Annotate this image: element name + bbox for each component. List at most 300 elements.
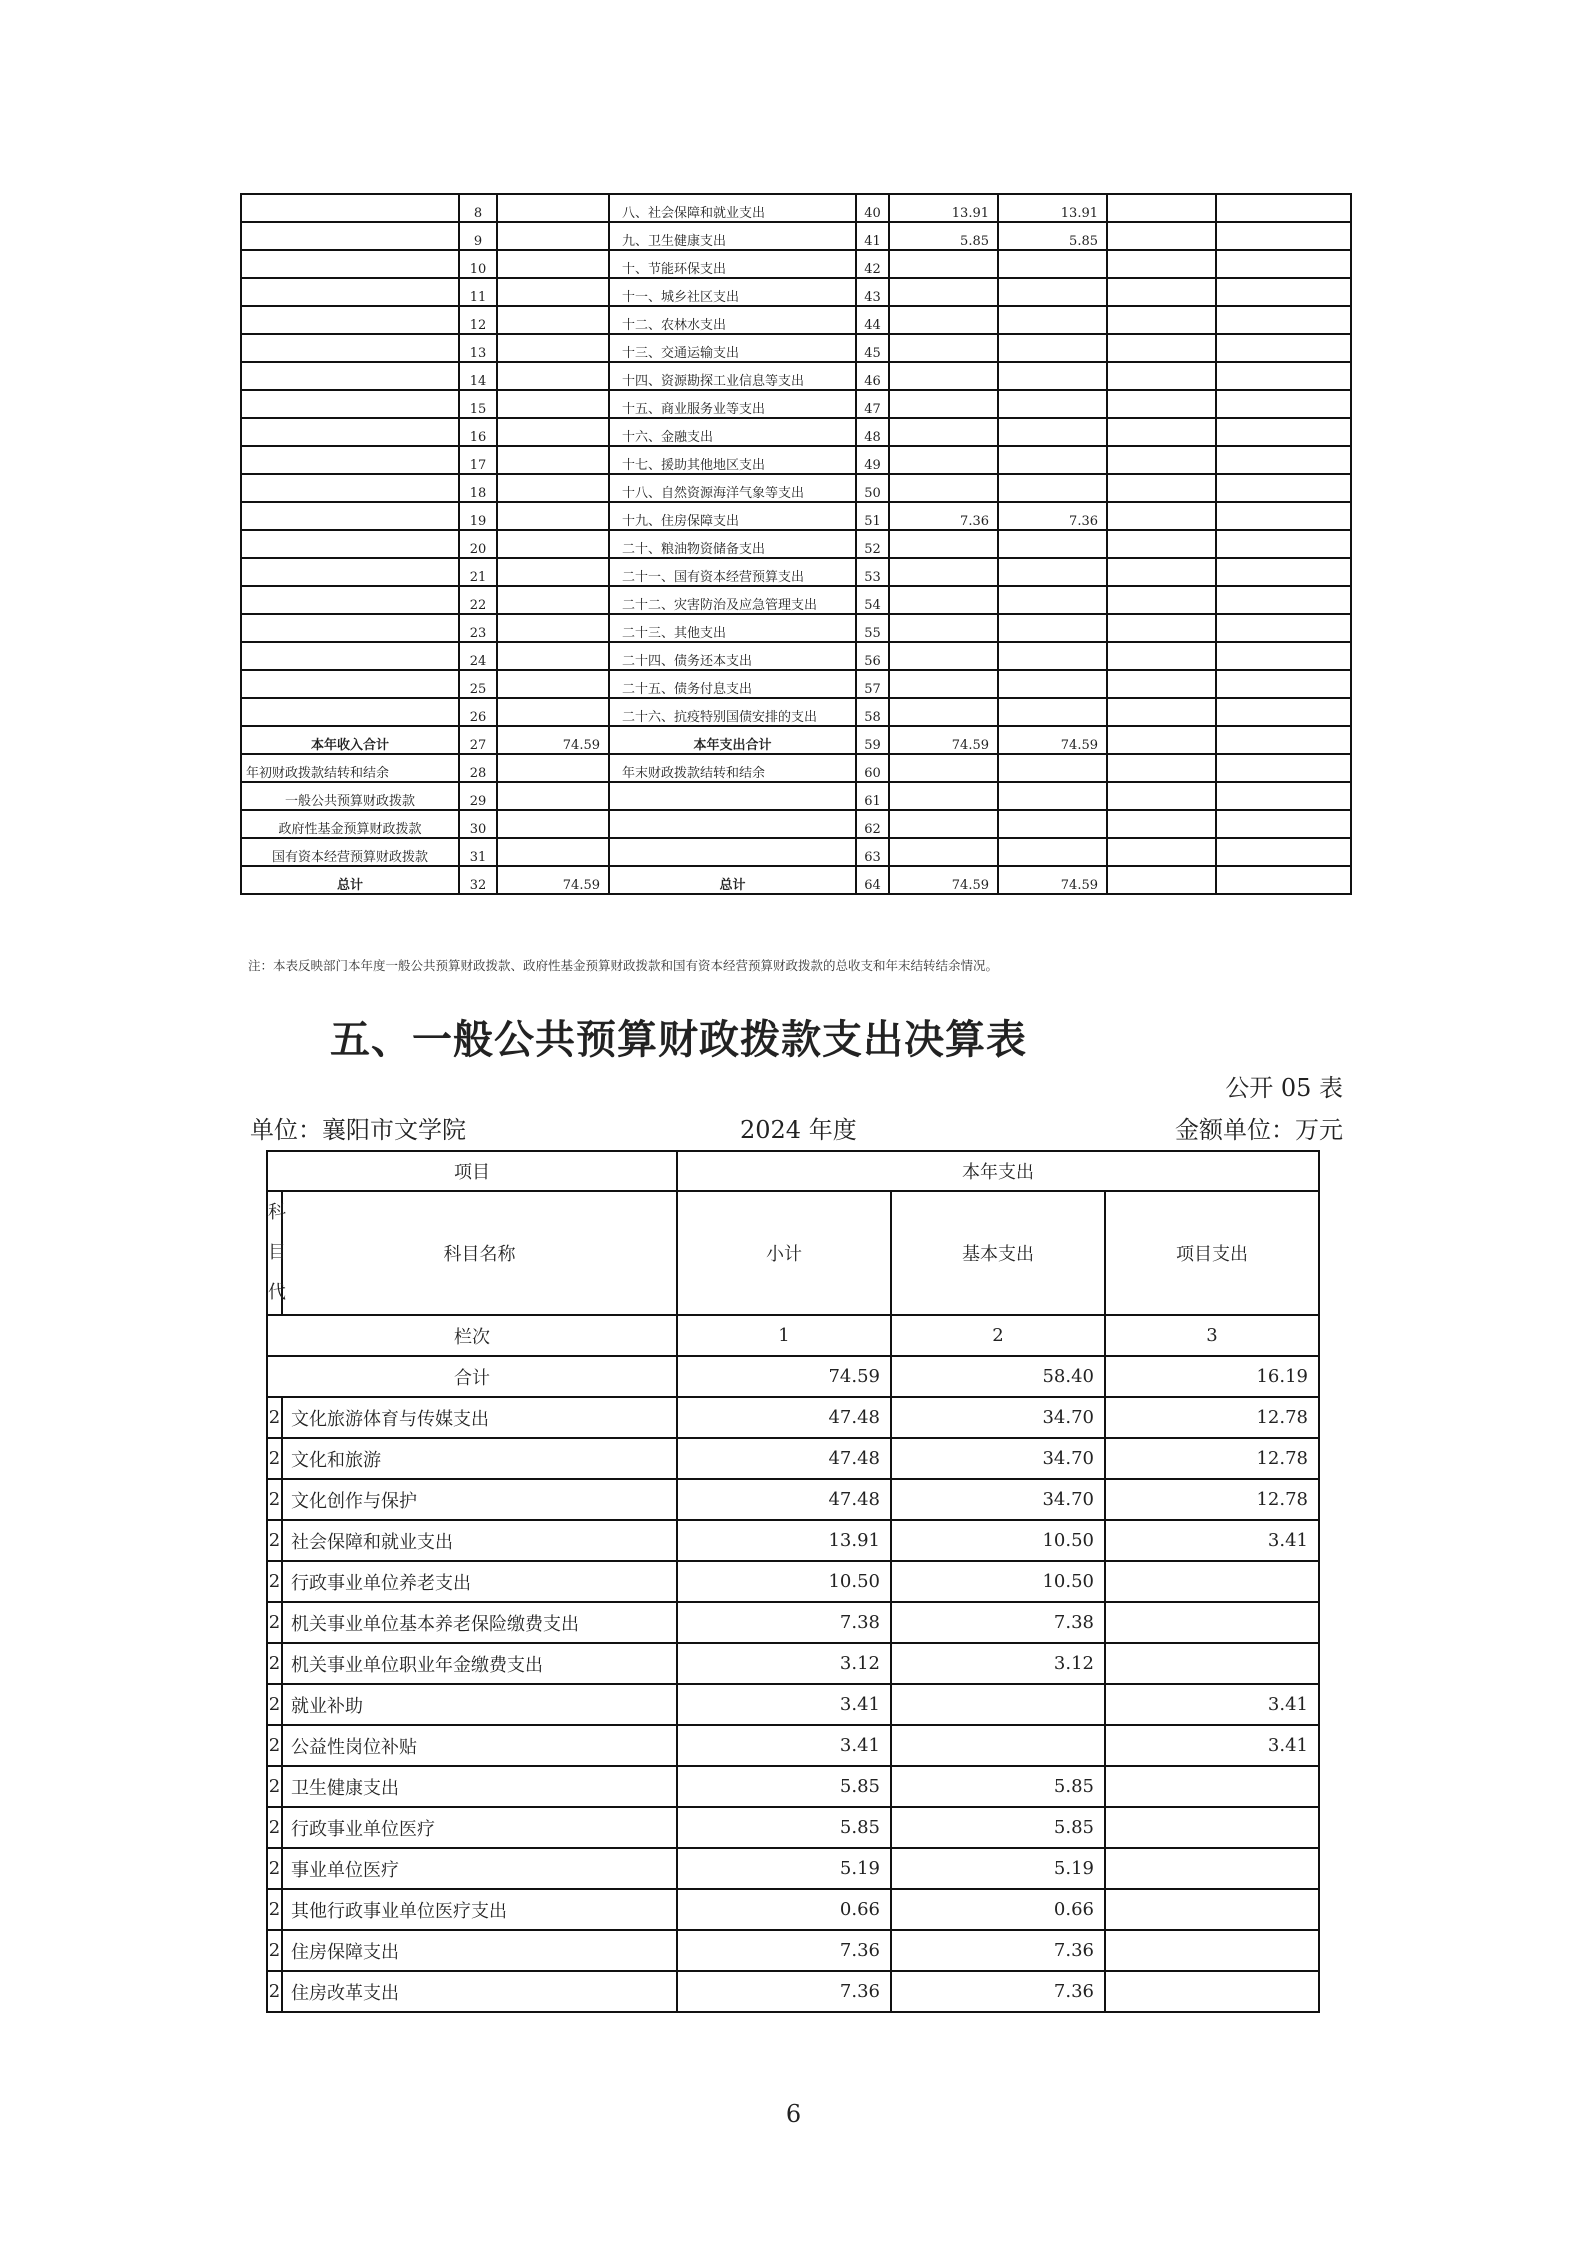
table-row [267, 1520, 1319, 1561]
left-label [241, 222, 459, 250]
left-amount [497, 838, 609, 866]
left-label: 总计 [241, 866, 459, 894]
line-number-right: 51 [856, 502, 889, 530]
subtotal: 7.38 [677, 1602, 891, 1643]
left-label [241, 642, 459, 670]
subtotal: 3.41 [677, 1684, 891, 1725]
amount-col-4 [1216, 418, 1351, 446]
left-amount [497, 222, 609, 250]
subtotal: 13.91 [677, 1520, 891, 1561]
line-number-right: 53 [856, 558, 889, 586]
left-amount [497, 502, 609, 530]
line-number-left: 15 [459, 390, 497, 418]
amount-col-4 [1216, 390, 1351, 418]
amount-col-4 [1216, 194, 1351, 222]
amount-col-4 [1216, 362, 1351, 390]
basic-expense [891, 1684, 1105, 1725]
project-expense: 3.41 [1105, 1725, 1319, 1766]
left-amount [497, 446, 609, 474]
amount-col-4 [1216, 558, 1351, 586]
form-number: 公开 05 表 [1225, 1074, 1343, 1102]
left-label [241, 306, 459, 334]
line-number-left: 28 [459, 754, 497, 782]
right-label: 总计 [609, 866, 856, 894]
table-row [241, 278, 1351, 306]
table-row [241, 362, 1351, 390]
amount-col-2: 5.85 [998, 222, 1107, 250]
amount-col-2: 74.59 [998, 726, 1107, 754]
left-label [241, 362, 459, 390]
line-number-left: 19 [459, 502, 497, 530]
line-number-left: 32 [459, 866, 497, 894]
subject-name: 就业补助 [282, 1684, 677, 1725]
left-label [241, 530, 459, 558]
table-row [241, 250, 1351, 278]
line-number-left: 13 [459, 334, 497, 362]
subject-code: 2 [267, 1479, 282, 1520]
amount-col-1: 13.91 [889, 194, 998, 222]
amount-col-3 [1107, 278, 1216, 306]
project-expense: 12.78 [1105, 1479, 1319, 1520]
total-row [267, 1356, 1319, 1397]
amount-col-3 [1107, 586, 1216, 614]
fiscal-year: 2024 年度 [740, 1116, 857, 1144]
subtotal: 10.50 [677, 1561, 891, 1602]
left-amount [497, 670, 609, 698]
header-row-2 [267, 1191, 1319, 1315]
amount-col-2 [998, 810, 1107, 838]
right-label: 年末财政拨款结转和结余 [609, 754, 856, 782]
right-label: 十二、农林水支出 [609, 306, 856, 334]
page-number: 6 [785, 2100, 802, 2128]
left-label [241, 586, 459, 614]
amount-col-3 [1107, 726, 1216, 754]
left-amount [497, 698, 609, 726]
line-number-left: 31 [459, 838, 497, 866]
line-number-left: 14 [459, 362, 497, 390]
column-number-1: 1 [677, 1315, 891, 1356]
amount-col-3 [1107, 782, 1216, 810]
subject-name: 事业单位医疗 [282, 1848, 677, 1889]
line-number-right: 49 [856, 446, 889, 474]
basic-expense: 7.36 [891, 1930, 1105, 1971]
left-amount [497, 418, 609, 446]
subject-name: 行政事业单位养老支出 [282, 1561, 677, 1602]
line-number-left: 12 [459, 306, 497, 334]
amount-col-1 [889, 810, 998, 838]
amount-col-1 [889, 642, 998, 670]
line-number-left: 22 [459, 586, 497, 614]
amount-col-2 [998, 418, 1107, 446]
line-number-left: 26 [459, 698, 497, 726]
table-row [241, 334, 1351, 362]
fiscal-appropriation-income-expense-table [240, 193, 1352, 895]
line-number-right: 42 [856, 250, 889, 278]
basic-expense: 5.85 [891, 1766, 1105, 1807]
table-row [241, 586, 1351, 614]
line-number-left: 17 [459, 446, 497, 474]
amount-col-1 [889, 614, 998, 642]
header-code-char: 代 [268, 1282, 286, 1303]
subtotal: 7.36 [677, 1971, 891, 2012]
amount-col-4 [1216, 810, 1351, 838]
table-row [241, 866, 1351, 894]
table-row [241, 390, 1351, 418]
table-row [241, 810, 1351, 838]
amount-col-2: 13.91 [998, 194, 1107, 222]
amount-col-2 [998, 558, 1107, 586]
amount-col-1 [889, 530, 998, 558]
amount-col-2 [998, 362, 1107, 390]
amount-col-3 [1107, 642, 1216, 670]
right-label: 十、节能环保支出 [609, 250, 856, 278]
line-number-left: 18 [459, 474, 497, 502]
subtotal: 0.66 [677, 1889, 891, 1930]
table-row [241, 670, 1351, 698]
left-label [241, 418, 459, 446]
amount-col-2 [998, 642, 1107, 670]
amount-col-2 [998, 474, 1107, 502]
subject-name: 卫生健康支出 [282, 1766, 677, 1807]
amount-col-3 [1107, 558, 1216, 586]
amount-col-3 [1107, 250, 1216, 278]
table-row [267, 1971, 1319, 2012]
header-subtotal: 小计 [677, 1191, 891, 1315]
line-number-right: 44 [856, 306, 889, 334]
left-amount [497, 474, 609, 502]
right-label: 十四、资源勘探工业信息等支出 [609, 362, 856, 390]
amount-col-1 [889, 334, 998, 362]
subject-name: 文化旅游体育与传媒支出 [282, 1397, 677, 1438]
project-expense [1105, 1602, 1319, 1643]
subject-code: 2 [267, 1807, 282, 1848]
line-number-right: 59 [856, 726, 889, 754]
table-row [241, 502, 1351, 530]
amount-col-1 [889, 558, 998, 586]
table-row [241, 474, 1351, 502]
line-number-right: 54 [856, 586, 889, 614]
left-label [241, 474, 459, 502]
basic-expense: 0.66 [891, 1889, 1105, 1930]
left-label [241, 614, 459, 642]
right-label: 八、社会保障和就业支出 [609, 194, 856, 222]
basic-expense: 7.36 [891, 1971, 1105, 2012]
line-number-right: 45 [856, 334, 889, 362]
project-expense: 3.41 [1105, 1520, 1319, 1561]
amount-col-4 [1216, 670, 1351, 698]
left-label [241, 194, 459, 222]
project-expense [1105, 1561, 1319, 1602]
line-number-left: 29 [459, 782, 497, 810]
subject-code: 2 [267, 1397, 282, 1438]
subtotal: 47.48 [677, 1438, 891, 1479]
amount-col-4 [1216, 474, 1351, 502]
right-label: 十五、商业服务业等支出 [609, 390, 856, 418]
left-label: 本年收入合计 [241, 726, 459, 754]
amount-col-2 [998, 698, 1107, 726]
amount-col-1 [889, 306, 998, 334]
left-label [241, 250, 459, 278]
total-project: 16.19 [1105, 1356, 1319, 1397]
amount-col-2 [998, 250, 1107, 278]
table-row [241, 558, 1351, 586]
amount-col-1 [889, 474, 998, 502]
total-basic: 58.40 [891, 1356, 1105, 1397]
table-row [267, 1602, 1319, 1643]
amount-col-4 [1216, 866, 1351, 894]
left-amount [497, 194, 609, 222]
table-row [267, 1725, 1319, 1766]
header-basic-expense: 基本支出 [891, 1191, 1105, 1315]
table-row [241, 418, 1351, 446]
left-label: 年初财政拨款结转和结余 [241, 754, 459, 782]
subject-code: 2 [267, 1848, 282, 1889]
subtotal: 5.85 [677, 1766, 891, 1807]
amount-col-3 [1107, 334, 1216, 362]
left-label [241, 670, 459, 698]
amount-col-1 [889, 670, 998, 698]
table-row [241, 782, 1351, 810]
header-code-char: 目 [268, 1242, 286, 1263]
amount-col-4 [1216, 698, 1351, 726]
amount-col-3 [1107, 754, 1216, 782]
column-number-3: 3 [1105, 1315, 1319, 1356]
line-number-left: 24 [459, 642, 497, 670]
subject-code: 2 [267, 1766, 282, 1807]
amount-col-1 [889, 278, 998, 306]
amount-col-1 [889, 446, 998, 474]
amount-col-1 [889, 782, 998, 810]
line-number-right: 63 [856, 838, 889, 866]
line-number-left: 8 [459, 194, 497, 222]
subtotal: 47.48 [677, 1479, 891, 1520]
amount-col-2 [998, 278, 1107, 306]
amount-col-2 [998, 670, 1107, 698]
left-label: 政府性基金预算财政拨款 [241, 810, 459, 838]
amount-col-4 [1216, 250, 1351, 278]
basic-expense: 34.70 [891, 1397, 1105, 1438]
right-label: 十三、交通运输支出 [609, 334, 856, 362]
subject-code: 2 [267, 1725, 282, 1766]
amount-col-1 [889, 362, 998, 390]
table-row [241, 194, 1351, 222]
line-number-right: 48 [856, 418, 889, 446]
line-number-left: 21 [459, 558, 497, 586]
table-row [267, 1930, 1319, 1971]
subject-name: 社会保障和就业支出 [282, 1520, 677, 1561]
subject-name: 行政事业单位医疗 [282, 1807, 677, 1848]
basic-expense: 10.50 [891, 1520, 1105, 1561]
subject-name: 机关事业单位基本养老保险缴费支出 [282, 1602, 677, 1643]
amount-col-1 [889, 838, 998, 866]
right-label: 本年支出合计 [609, 726, 856, 754]
line-number-right: 58 [856, 698, 889, 726]
subject-code: 2 [267, 1889, 282, 1930]
subtotal: 5.19 [677, 1848, 891, 1889]
line-number-right: 52 [856, 530, 889, 558]
subtotal: 5.85 [677, 1807, 891, 1848]
amount-col-4 [1216, 306, 1351, 334]
amount-col-1 [889, 754, 998, 782]
amount-col-3 [1107, 390, 1216, 418]
table-row [241, 698, 1351, 726]
table-row [241, 614, 1351, 642]
amount-col-2 [998, 306, 1107, 334]
line-number-right: 47 [856, 390, 889, 418]
amount-col-4 [1216, 754, 1351, 782]
line-number-right: 64 [856, 866, 889, 894]
amount-col-2: 7.36 [998, 502, 1107, 530]
amount-col-2 [998, 530, 1107, 558]
project-expense: 12.78 [1105, 1438, 1319, 1479]
total-subtotal: 74.59 [677, 1356, 891, 1397]
left-amount [497, 278, 609, 306]
line-number-left: 16 [459, 418, 497, 446]
left-label: 国有资本经营预算财政拨款 [241, 838, 459, 866]
amount-col-3 [1107, 362, 1216, 390]
amount-col-3 [1107, 194, 1216, 222]
right-label [609, 838, 856, 866]
amount-col-3 [1107, 698, 1216, 726]
subject-name: 其他行政事业单位医疗支出 [282, 1889, 677, 1930]
basic-expense: 5.19 [891, 1848, 1105, 1889]
amount-col-4 [1216, 586, 1351, 614]
basic-expense: 7.38 [891, 1602, 1105, 1643]
subject-name: 住房保障支出 [282, 1930, 677, 1971]
general-budget-expenditure-table [266, 1150, 1320, 2013]
total-label: 合计 [267, 1356, 677, 1397]
header-subject-code [267, 1191, 286, 1315]
amount-col-2: 74.59 [998, 866, 1107, 894]
left-amount [497, 334, 609, 362]
line-number-left: 30 [459, 810, 497, 838]
table-row [241, 726, 1351, 754]
table-row [267, 1848, 1319, 1889]
line-number-left: 25 [459, 670, 497, 698]
amount-col-3 [1107, 474, 1216, 502]
column-number-label: 栏次 [267, 1315, 677, 1356]
right-label: 十六、金融支出 [609, 418, 856, 446]
project-expense [1105, 1930, 1319, 1971]
header-item: 项目 [267, 1151, 677, 1191]
amount-col-4 [1216, 502, 1351, 530]
amount-col-3 [1107, 306, 1216, 334]
subtotal: 47.48 [677, 1397, 891, 1438]
right-label: 十一、城乡社区支出 [609, 278, 856, 306]
table-row [267, 1684, 1319, 1725]
line-number-right: 56 [856, 642, 889, 670]
header-subject-name: 科目名称 [282, 1191, 677, 1315]
subject-name: 公益性岗位补贴 [282, 1725, 677, 1766]
right-label: 二十三、其他支出 [609, 614, 856, 642]
table-row [241, 838, 1351, 866]
amount-col-3 [1107, 670, 1216, 698]
right-label: 二十六、抗疫特别国债安排的支出 [609, 698, 856, 726]
left-label [241, 278, 459, 306]
right-label: 十九、住房保障支出 [609, 502, 856, 530]
amount-col-3 [1107, 838, 1216, 866]
left-amount: 74.59 [497, 726, 609, 754]
project-expense [1105, 1848, 1319, 1889]
amount-col-1 [889, 390, 998, 418]
basic-expense: 3.12 [891, 1643, 1105, 1684]
subject-code: 2 [267, 1930, 282, 1971]
left-amount [497, 530, 609, 558]
amount-col-3 [1107, 502, 1216, 530]
amount-col-4 [1216, 334, 1351, 362]
line-number-right: 43 [856, 278, 889, 306]
table-row [267, 1561, 1319, 1602]
table-row [241, 306, 1351, 334]
line-number-right: 40 [856, 194, 889, 222]
right-label: 十七、援助其他地区支出 [609, 446, 856, 474]
right-label: 二十二、灾害防治及应急管理支出 [609, 586, 856, 614]
project-expense [1105, 1807, 1319, 1848]
left-label: 一般公共预算财政拨款 [241, 782, 459, 810]
subject-code: 2 [267, 1643, 282, 1684]
reporting-unit: 单位：襄阳市文学院 [250, 1116, 466, 1144]
left-label [241, 334, 459, 362]
left-label [241, 698, 459, 726]
amount-col-3 [1107, 866, 1216, 894]
amount-col-2 [998, 390, 1107, 418]
table-row [267, 1807, 1319, 1848]
table-row [241, 446, 1351, 474]
table-row [267, 1643, 1319, 1684]
basic-expense [891, 1725, 1105, 1766]
line-number-left: 11 [459, 278, 497, 306]
basic-expense: 5.85 [891, 1807, 1105, 1848]
table-row [267, 1397, 1319, 1438]
subject-code: 2 [267, 1684, 282, 1725]
project-expense [1105, 1766, 1319, 1807]
left-amount [497, 614, 609, 642]
amount-col-4 [1216, 642, 1351, 670]
left-amount [497, 558, 609, 586]
amount-col-2 [998, 838, 1107, 866]
amount-col-2 [998, 782, 1107, 810]
amount-col-1 [889, 418, 998, 446]
amount-col-1: 74.59 [889, 726, 998, 754]
subtotal: 3.41 [677, 1725, 891, 1766]
amount-col-4 [1216, 782, 1351, 810]
basic-expense: 10.50 [891, 1561, 1105, 1602]
amount-col-1: 74.59 [889, 866, 998, 894]
line-number-right: 55 [856, 614, 889, 642]
left-amount [497, 362, 609, 390]
table-row [241, 222, 1351, 250]
amount-col-1: 7.36 [889, 502, 998, 530]
header-code-char: 科 [268, 1202, 286, 1223]
left-amount [497, 586, 609, 614]
subject-name: 住房改革支出 [282, 1971, 677, 2012]
left-label [241, 502, 459, 530]
right-label: 二十四、债务还本支出 [609, 642, 856, 670]
right-label: 二十一、国有资本经营预算支出 [609, 558, 856, 586]
left-amount: 74.59 [497, 866, 609, 894]
amount-col-4 [1216, 614, 1351, 642]
header-row-1 [267, 1151, 1319, 1191]
left-amount [497, 390, 609, 418]
right-label: 二十、粮油物资储备支出 [609, 530, 856, 558]
line-number-left: 23 [459, 614, 497, 642]
project-expense: 12.78 [1105, 1397, 1319, 1438]
section-title: 五、一般公共预算财政拨款支出决算表 [330, 1017, 1027, 1063]
money-unit: 金额单位：万元 [1175, 1116, 1343, 1144]
subject-name: 机关事业单位职业年金缴费支出 [282, 1643, 677, 1684]
basic-expense: 34.70 [891, 1479, 1105, 1520]
line-number-left: 10 [459, 250, 497, 278]
